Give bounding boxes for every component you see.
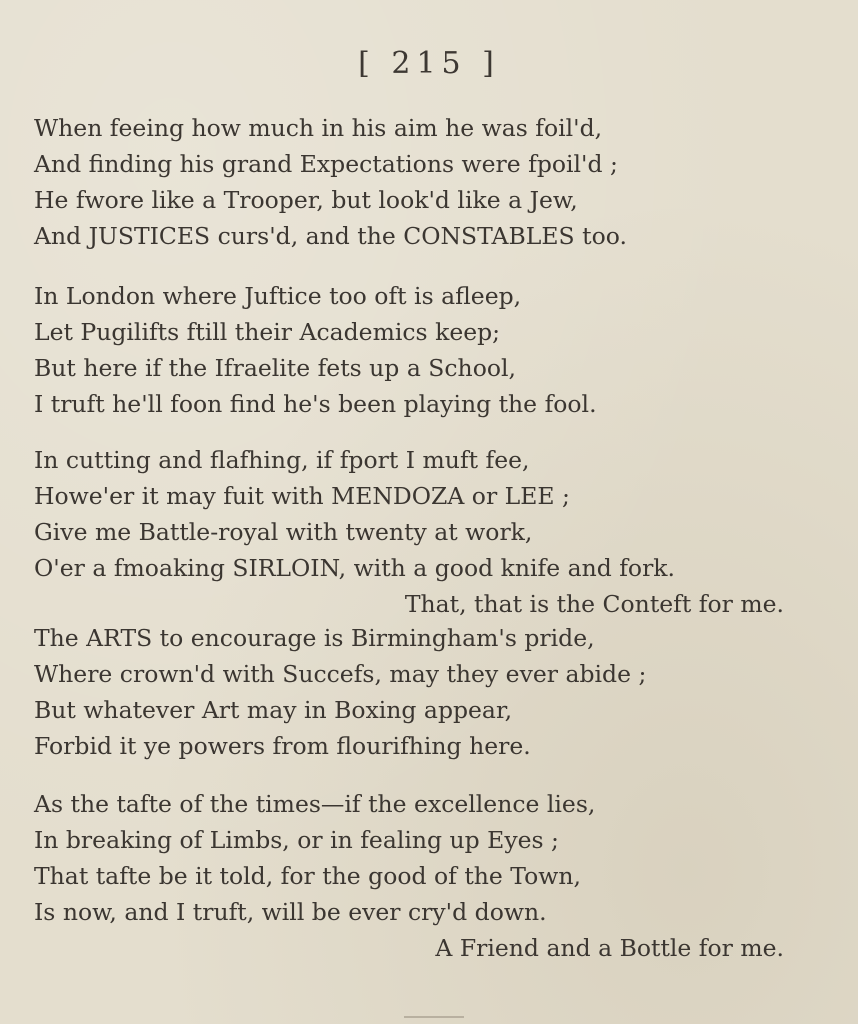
verse-line: O'er a fmoaking SIRLOIN, with a good knife and fork. bbox=[34, 554, 676, 582]
refrain-line: That, that is the Conteft for me. bbox=[404, 590, 784, 618]
verse-line: Forbid it ye powers from flourifhing here. bbox=[34, 732, 531, 760]
page-number: [ 215 ] bbox=[358, 46, 500, 81]
stanza-5 bbox=[34, 786, 824, 966]
verse-line: Where crown'd with Succefs, may they ever abide ; bbox=[34, 660, 647, 688]
stanza-2 bbox=[34, 278, 824, 422]
verse-line: Howe'er it may fuit with MENDOZA or LEE ; bbox=[34, 482, 570, 510]
verse-line: He fwore like a Trooper, but look'd like a Jew, bbox=[34, 186, 578, 214]
verse-line: And finding his grand Expectations were fpoil'd ; bbox=[34, 150, 618, 178]
stanza-4 bbox=[34, 620, 824, 764]
verse-line: When feeing how much in his aim he was foil'd, bbox=[34, 114, 603, 142]
verse-line: In breaking of Limbs, or in fealing up Eyes ; bbox=[34, 826, 559, 854]
stanza-3 bbox=[34, 442, 824, 622]
verse-line: I truft he'll foon find he's been playing the fool. bbox=[34, 390, 597, 418]
verse-line: Give me Battle-royal with twenty at work, bbox=[34, 518, 533, 546]
verse-line: In cutting and flafhing, if fport I muft fee, bbox=[34, 446, 530, 474]
refrain-line: A Friend and a Bottle for me. bbox=[435, 934, 784, 962]
verse-line: The ARTS to encourage is Birmingham's pride, bbox=[34, 624, 595, 652]
verse-line: In London where Juftice too oft is afleep, bbox=[34, 282, 522, 310]
verse-line: And JUSTICES curs'd, and the CONSTABLES too. bbox=[34, 222, 627, 250]
bottom-rule bbox=[404, 1016, 464, 1018]
verse-line: That tafte be it told, for the good of the Town, bbox=[34, 862, 581, 890]
verse-line: But whatever Art may in Boxing appear, bbox=[34, 696, 513, 724]
stanza-1 bbox=[34, 110, 824, 254]
verse-line: Is now, and I truft, will be ever cry'd down. bbox=[34, 898, 547, 926]
verse-line: But here if the Ifraelite fets up a School, bbox=[34, 354, 516, 382]
verse-line: As the tafte of the times—if the excellence lies, bbox=[34, 790, 596, 818]
verse-line: Let Pugilifts ftill their Academics keep; bbox=[34, 318, 501, 346]
